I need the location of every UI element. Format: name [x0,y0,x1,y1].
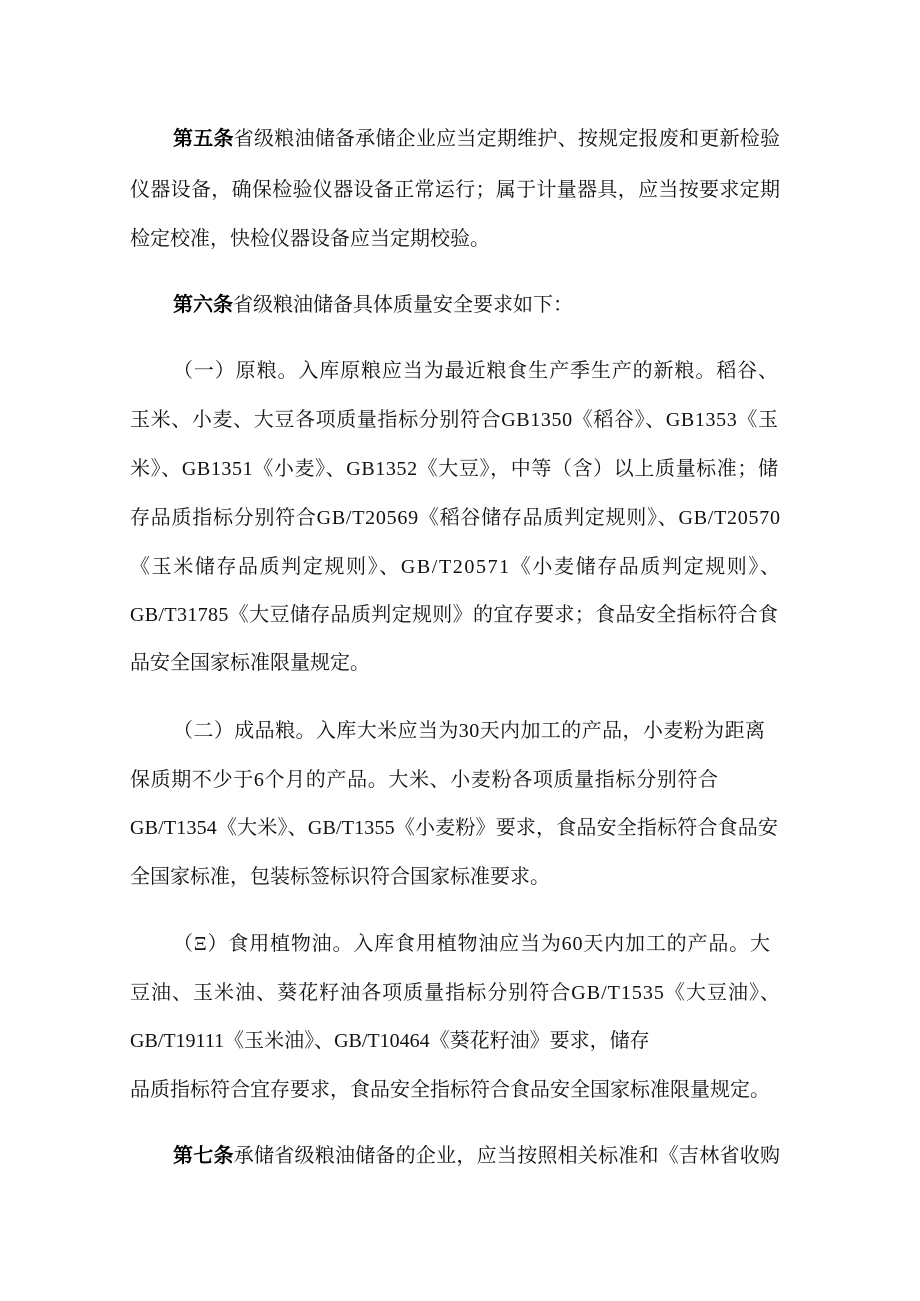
document-line: GB/T31785《大豆储存品质判定规则》的宜存要求；食品安全指标符合食 [130,604,779,626]
document-line [173,293,573,317]
document-line: GB/T19111《玉米油》、GB/T10464《葵花籽油》要求，储存 [130,1030,650,1052]
document-line: 豆油、玉米油、葵花籽油各项质量指标分别符合GB/T1535《大豆油》、 [130,982,782,1004]
line-text: 承储省级粮油储备的企业，应当按照相关标准和《吉林省收购 [233,1145,781,1167]
document-line: 米》、GB1351《小麦》、GB1352《大豆》，中等（含）以上质量标准；储 [130,458,779,480]
document-line: （Ξ）食用植物油。入库食用植物油应当为60天内加工的产品。大 [173,933,771,955]
line-text: 省级粮油储备承储企业应当定期维护、按规定报废和更新检验 [233,128,781,150]
article-heading: 第七条 [173,1145,234,1167]
document-line: 全国家标准，包装标签标识符合国家标准要求。 [130,866,550,888]
document-line: 检定校准，快检仪器设备应当定期校验。 [130,228,490,250]
document-line: （一）原粮。入库原粮应当为最近粮食生产季生产的新粮。稻谷、 [173,360,779,382]
article-heading: 第五条 [173,128,234,150]
document-line: 品安全国家标准限量规定。 [130,652,370,674]
document-line [173,127,780,151]
document-line: 仪器设备，确保检验仪器设备正常运行；属于计量器具，应当按要求定期 [130,179,781,201]
document-line: 品质指标符合宜存要求，食品安全指标符合食品安全国家标准限量规定。 [130,1079,770,1101]
document-line: （二）成品粮。入库大米应当为30天内加工的产品，小麦粉为距离 [173,720,766,742]
document-line: 保质期不少于6个月的产品。大米、小麦粉各项质量指标分别符合 [130,769,719,791]
document-line: 玉米、小麦、大豆各项质量指标分别符合GB1350《稻谷》、GB1353《玉 [130,409,779,431]
document-line [173,1144,780,1168]
line-text: 省级粮油储备具体质量安全要求如下： [233,294,573,316]
document-line: 《玉米储存品质判定规则》、GB/T20571《小麦储存品质判定规则》、 [130,556,782,578]
document-line: 存品质指标分别符合GB/T20569《稻谷储存品质判定规则》、GB/T20570 [130,507,781,529]
article-heading: 第六条 [173,294,233,316]
document-line: GB/T1354《大米》、GB/T1355《小麦粉》要求，食品安全指标符合食品安 [130,817,779,839]
